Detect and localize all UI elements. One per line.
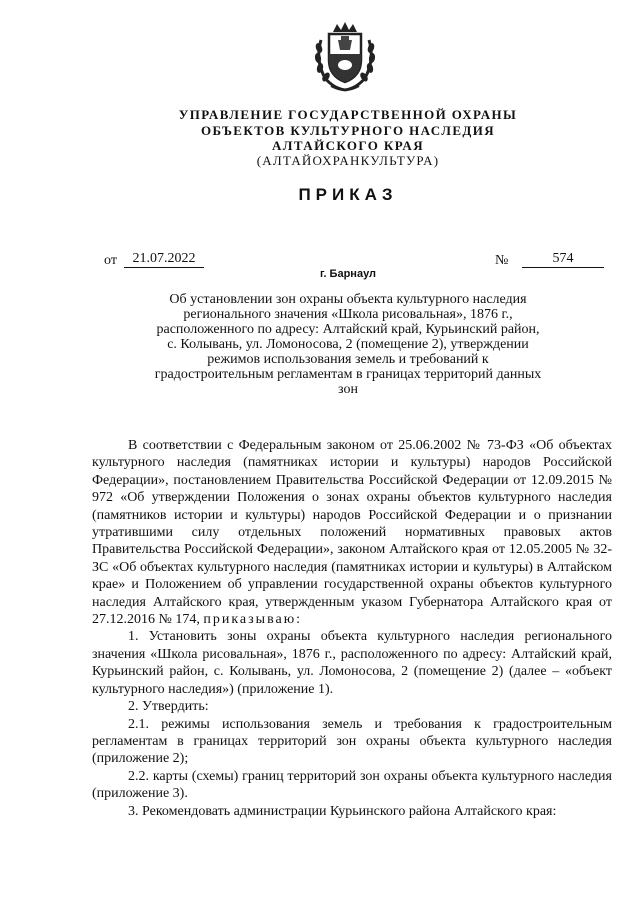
item-1: 1. Установить зоны охраны объекта культурного наследия регионального значения «Школа рисовальная», 1876 г., расположенного по адресу: Алтайский край, Курьинский район, с. Колывань, ул. Ломоносова, 2 (помещение 2) (далее – «объект культурного наследия») (приложение 1). — [92, 629, 612, 697]
preamble-text: В соответствии с Федеральным законом от 25.06.2002 № 73-ФЗ «Об объектах культурного наследия (памятниках истории и культуры) народов Российской Федерации», постановлением Правительства Российской Федерации от 12.09.2015 № 972 «Об утверждении Положения о зонах охраны объектов культурного наследия (памятников истории и культуры) народов Российской Федерации и о признании утратившими силу отдельных положений нормативных правовых актов Правительства Российской Федерации», законом Алтайского края от 12.05.2005 № 32-ЗС «Об объектах культурного наследия (памятниках истории и культуры) в Алтайском крае» и Положением об управлении государственной охраны объектов культурного наследия Алтайского края, утвержденным указом Губернатора Алтайского края от 27.12.2016 № 174, — [92, 438, 612, 628]
agency-name-line-1: УПРАВЛЕНИЕ ГОСУДАРСТВЕННОЙ ОХРАНЫ — [178, 107, 518, 122]
city: г. Барнаул — [319, 268, 377, 280]
order-word: приказываю: — [203, 612, 303, 628]
order-date: 21.07.2022 — [124, 251, 204, 268]
document-title: ПРИКАЗ — [298, 185, 398, 204]
date-label: от — [104, 253, 117, 268]
item-3: 3. Рекомендовать администрации Курьинского района Алтайского края: — [128, 803, 557, 819]
order-number: 574 — [522, 251, 604, 268]
item-2-1: 2.1. режимы использования земель и требования к градостроительным регламентам в границах территорий зон охраны объекта культурного наследия (приложение 2); — [92, 716, 612, 767]
agency-abbreviation: (АЛТАЙОХРАНКУЛЬТУРА) — [256, 153, 440, 168]
coat-of-arms-icon — [311, 20, 379, 94]
item-2: 2. Утвердить: — [128, 699, 209, 715]
number-label: № — [495, 253, 509, 268]
agency-name-line-2: ОБЪЕКТОВ КУЛЬТУРНОГО НАСЛЕДИЯ — [200, 123, 496, 138]
preamble-paragraph — [92, 437, 612, 628]
item-2-2: 2.2. карты (схемы) границ территорий зон охраны объекта культурного наследия (приложение 3). — [92, 768, 612, 802]
order-subject: Об установлении зон охраны объекта культурного наследия регионального значения «Школа рисовальная», 1876 г., расположенного по адресу: Алтайский край, Курьинский район, с. Колывань, ул. Ломоносова, 2 (помещение 2), утверждении режимов использования земель и требований к градостроительным регламентам в границах территорий данных зон — [154, 292, 542, 397]
order-body — [92, 437, 612, 820]
agency-name-line-3: АЛТАЙСКОГО КРАЯ — [272, 138, 424, 153]
